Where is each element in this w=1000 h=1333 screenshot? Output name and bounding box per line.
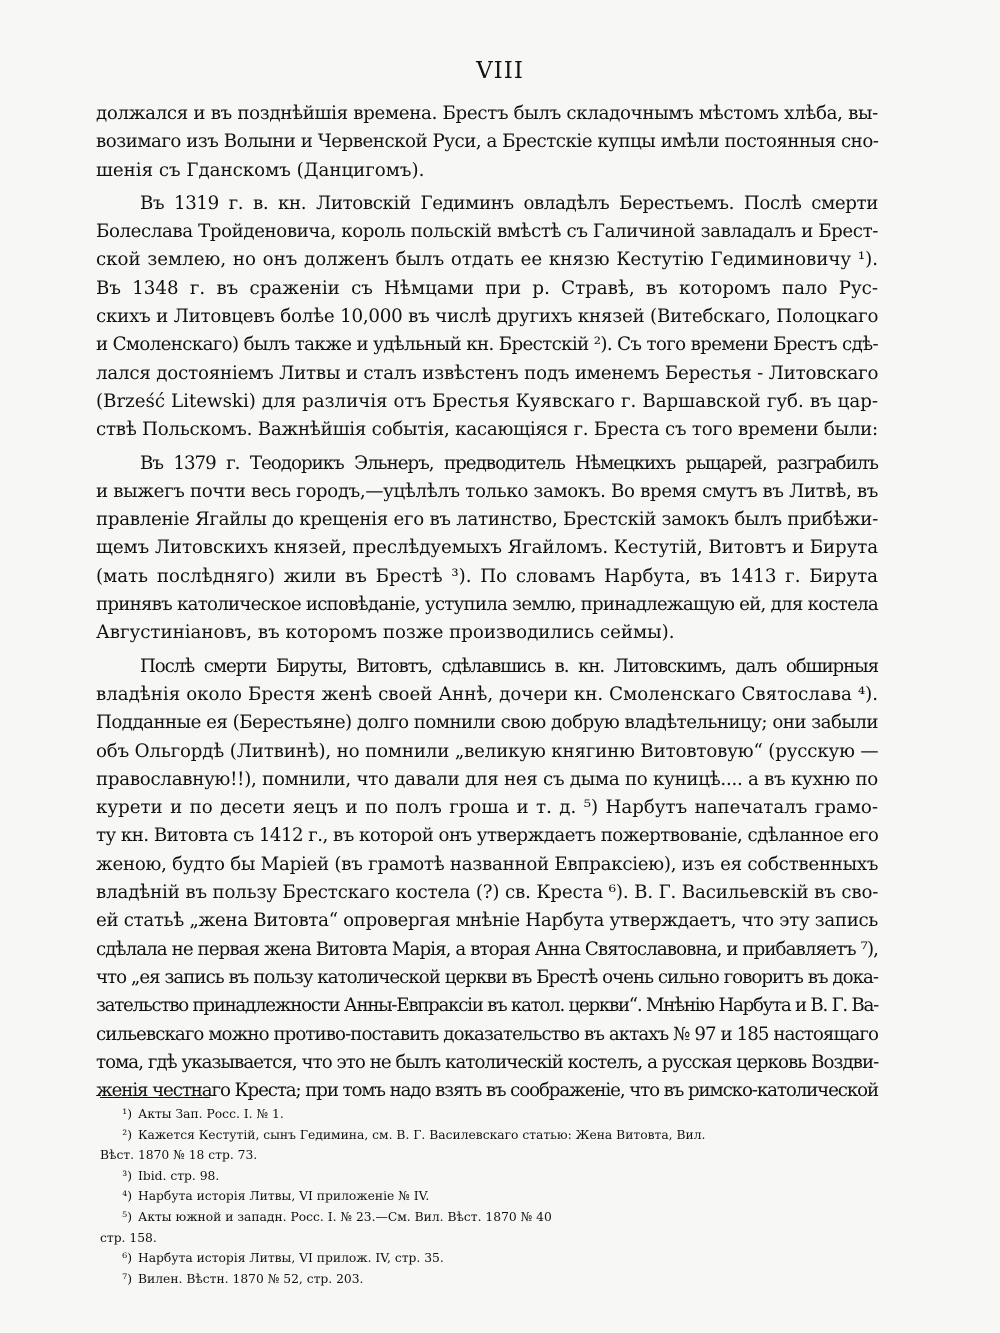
body-text (96, 100, 878, 1110)
footnote (100, 1228, 800, 1249)
text-line: лался достояніемъ Литвы и сталъ извѣстенъ подъ именемъ Берестья - Литовскаго (96, 362, 879, 384)
footnote-text: Акты Зап. Росс. I. № 1. (138, 1107, 284, 1121)
text-line: Болеслава Тройденовича, король польскій вмѣстѣ съ Галичиной завладалъ и Брест- (96, 221, 878, 243)
text-line: щемъ Литовскихъ князей, преслѣдуемыхъ Ягайломъ. Кестутій, Витовтъ и Бирута (96, 537, 878, 559)
text-line: объ Ольгордѣ (Литвинѣ), но помнили „великую княгиню Витовтовую“ (русскую — (96, 740, 879, 762)
text-line: и Смоленскаго) былъ также и удѣльный кн. Брестскій ²). Съ того времени Брестъ сдѣ- (96, 334, 878, 356)
footnote (100, 1269, 800, 1290)
footnote-marker: ⁵) (122, 1209, 132, 1224)
paragraph (96, 450, 878, 648)
text-line: ствѣ Польскомъ. Важнѣйшія событія, касающіяся г. Бреста съ того времени были: (96, 419, 878, 441)
text-line: ту кн. Витовта съ 1412 г., въ которой онъ утверждаетъ пожертвованіе, сдѣланное его (96, 825, 879, 847)
footnote-text: стр. 158. (100, 1230, 157, 1245)
text-line: правленіе Ягайлы до крещенія его въ латинство, Брестскій замокъ былъ прибѣжи- (96, 509, 878, 531)
text-line: принявъ католическое исповѣданіе, уступила землю, принадлежащую ей, для костела (96, 594, 878, 616)
footnote-marker: ³) (122, 1168, 132, 1183)
text-line: Въ 1319 г. в. кн. Литовскій Гедиминъ овладѣлъ Берестьемъ. Послѣ смерти (140, 192, 878, 214)
text-line: Въ 1379 г. Теодорикъ Эльнеръ, предводитель Нѣмецкихъ рыцарей, разграбилъ (140, 452, 878, 474)
text-line: женою, будто бы Маріей (въ грамотѣ названной Евпраксіею), изъ ея собственныхъ (96, 853, 879, 875)
footnote-text: Нарбута исторія Литвы, VI прилож. IV, стр. 35. (138, 1251, 444, 1266)
paragraph (96, 190, 878, 445)
text-line: (Brześć Litewski) для различія отъ Брестья Куявскаго г. Варшавской губ. въ цар- (96, 390, 878, 412)
text-line: ей статьѣ „жена Витовта“ опровергая мнѣніе Нарбута утверждаетъ, что эту запись (96, 910, 878, 932)
footnote-marker: ¹) (122, 1107, 132, 1121)
text-line: Въ 1348 г. въ сраженіи съ Нѣмцами при р. Стравѣ, въ которомъ пало Рус- (96, 277, 878, 299)
text-line: владѣній въ пользу Брестскаго костела (?) св. Креста ⁶). В. Г. Васильевскій въ сво- (96, 882, 879, 904)
paragraph (96, 653, 878, 1106)
footnote (100, 1104, 800, 1125)
footnote-text: Нарбута исторія Литвы, VI приложеніе № IV. (138, 1189, 430, 1204)
footnote (100, 1186, 800, 1207)
text-line: возимаго изъ Волыни и Червенской Руси, а Брестскіе купцы имѣли постоянныя сно- (96, 131, 879, 153)
text-line: шенія съ Гданскомъ (Данцигомъ). (96, 159, 425, 181)
text-line: тома, гдѣ указывается, что это не былъ католическій костелъ, а русская церковь Воздви- (96, 1051, 879, 1073)
footnote-divider (100, 1097, 210, 1098)
footnote (100, 1145, 800, 1166)
text-line: скихъ и Литовцевъ болѣе 10,000 въ числѣ другихъ князей (Витебскаго, Полоцкаго (96, 306, 879, 328)
text-line: курети и по десети яецъ и по полъ гроша и т. д. ⁵) Нарбутъ напечаталъ грамо- (96, 797, 878, 819)
footnote-text: Кажется Кестутій, сынъ Гедимина, см. В. Г. Василевскаго статью: Жена Витовта, Вил. (138, 1127, 706, 1142)
text-line: (мать послѣдняго) жили въ Брестѣ ³). По словамъ Нарбута, въ 1413 г. Бирута (96, 565, 878, 587)
page-number: VIII (476, 58, 524, 84)
text-line: православную!!), помнили, что давали для нея съ дыма по куницѣ.... а въ кухню по (96, 768, 878, 790)
text-line: Послѣ смерти Бируты, Витовтъ, сдѣлавшись в. кн. Литовскимъ, далъ обширныя (140, 655, 878, 677)
footnote (100, 1248, 800, 1269)
footnote-marker: ⁶) (122, 1251, 132, 1266)
text-line: должался и въ позднѣйшія времена. Брестъ былъ складочнымъ мѣстомъ хлѣба, вы- (96, 103, 878, 124)
text-line: Подданные ея (Берестьяне) долго помнили свою добрую владѣтельницу; они забыли (96, 712, 878, 734)
paragraph (96, 100, 878, 185)
footnote (100, 1125, 800, 1146)
text-line: и выжегъ почти весь городъ,—уцѣлѣлъ только замокъ. Во время смутъ въ Литвѣ, въ (96, 480, 878, 502)
footnote (100, 1207, 800, 1228)
footnotes (100, 1104, 800, 1289)
footnote-marker: ⁴) (122, 1189, 132, 1204)
text-line: Августиніановъ, въ которомъ позже производились сеймы). (96, 622, 675, 644)
footnote-text: Вилен. Вѣстн. 1870 № 52, стр. 203. (138, 1271, 364, 1286)
footnote-text: Вѣст. 1870 № 18 стр. 73. (100, 1148, 258, 1163)
text-line: что „ея запись въ пользу католической церкви въ Брестѣ очень сильно говоритъ въ дока- (96, 966, 878, 988)
footnote-marker: ²) (122, 1127, 132, 1142)
footnote-text: Ibid. стр. 98. (138, 1168, 220, 1183)
text-line: женія честнаго Креста; при томъ надо взять въ соображеніе, что въ римско-католической (96, 1080, 879, 1102)
text-line: владѣнія около Брестя женѣ своей Аннѣ, дочери кн. Смоленскаго Святослава ⁴). (96, 683, 878, 705)
text-line: сдѣлала не первая жена Витовта Марія, а вторая Анна Святославовна, и прибавляетъ ⁷), (96, 938, 878, 960)
footnote (100, 1166, 800, 1187)
footnote-marker: ⁷) (122, 1271, 132, 1286)
text-line: зательство принадлежности Анны-Евпраксіи въ катол. церкви“. Мнѣнію Нарбута и В. Г. Ва- (96, 995, 878, 1017)
text-line: ской землею, но онъ долженъ былъ отдать ее князю Кестутію Гедиминовичу ¹). (96, 249, 878, 271)
footnote-text: Акты южной и западн. Росс. I. № 23.—См. Вил. Вѣст. 1870 № 40 (138, 1209, 552, 1224)
text-line: сильевскаго можно противо-поставить доказательство въ актахъ № 97 и 185 настоящаго (96, 1023, 878, 1045)
